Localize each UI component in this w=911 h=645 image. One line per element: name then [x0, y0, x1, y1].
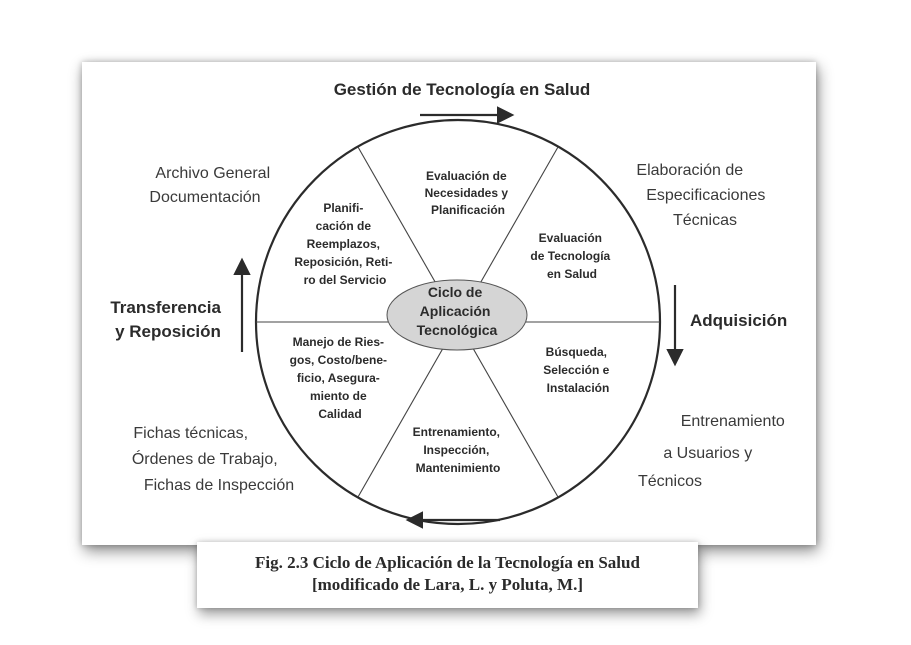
segment-top: Evaluación de Necesidades y Planificación — [424, 169, 509, 217]
outer-bottom-left: Fichas técnicas, Órdenes de Trabajo, Fichas de Inspección — [131, 425, 295, 494]
outer-top-left: Archivo General Documentación — [149, 165, 271, 206]
segment-upper-left: Planifi- cación de Reemplazos, Reposición, Reti- ro del Servicio — [294, 201, 393, 287]
side-left-label: Transferencia y Reposición — [110, 298, 221, 341]
segment-lower-left: Manejo de Ries- gos, Costo/bene- ficio, Asegura- miento de Calidad — [289, 335, 387, 421]
side-right-label: Adquisición — [690, 311, 788, 330]
caption-line-2: [modificado de Lara, L. y Poluta, M.] — [311, 575, 584, 594]
segment-bottom: Entrenamiento, Inspección, Mantenimiento — [412, 425, 501, 475]
outer-top-right: Elaboración de Especificaciones Técnicas — [636, 162, 766, 229]
outer-bottom-right: Entrenamiento a Usuarios y Técnicos — [637, 413, 785, 490]
diagram-title: Gestión de Tecnología en Salud — [333, 80, 591, 99]
center-label: Ciclo de Aplicación Tecnológica — [416, 284, 498, 338]
figure-caption — [197, 542, 698, 608]
segment-upper-right: Evaluación de Tecnología en Salud — [530, 231, 611, 281]
caption-line-1: Fig. 2.3 Ciclo de Aplicación de la Tecnología en Salud — [255, 553, 640, 572]
segment-lower-right: Búsqueda, Selección e Instalación — [543, 345, 610, 395]
